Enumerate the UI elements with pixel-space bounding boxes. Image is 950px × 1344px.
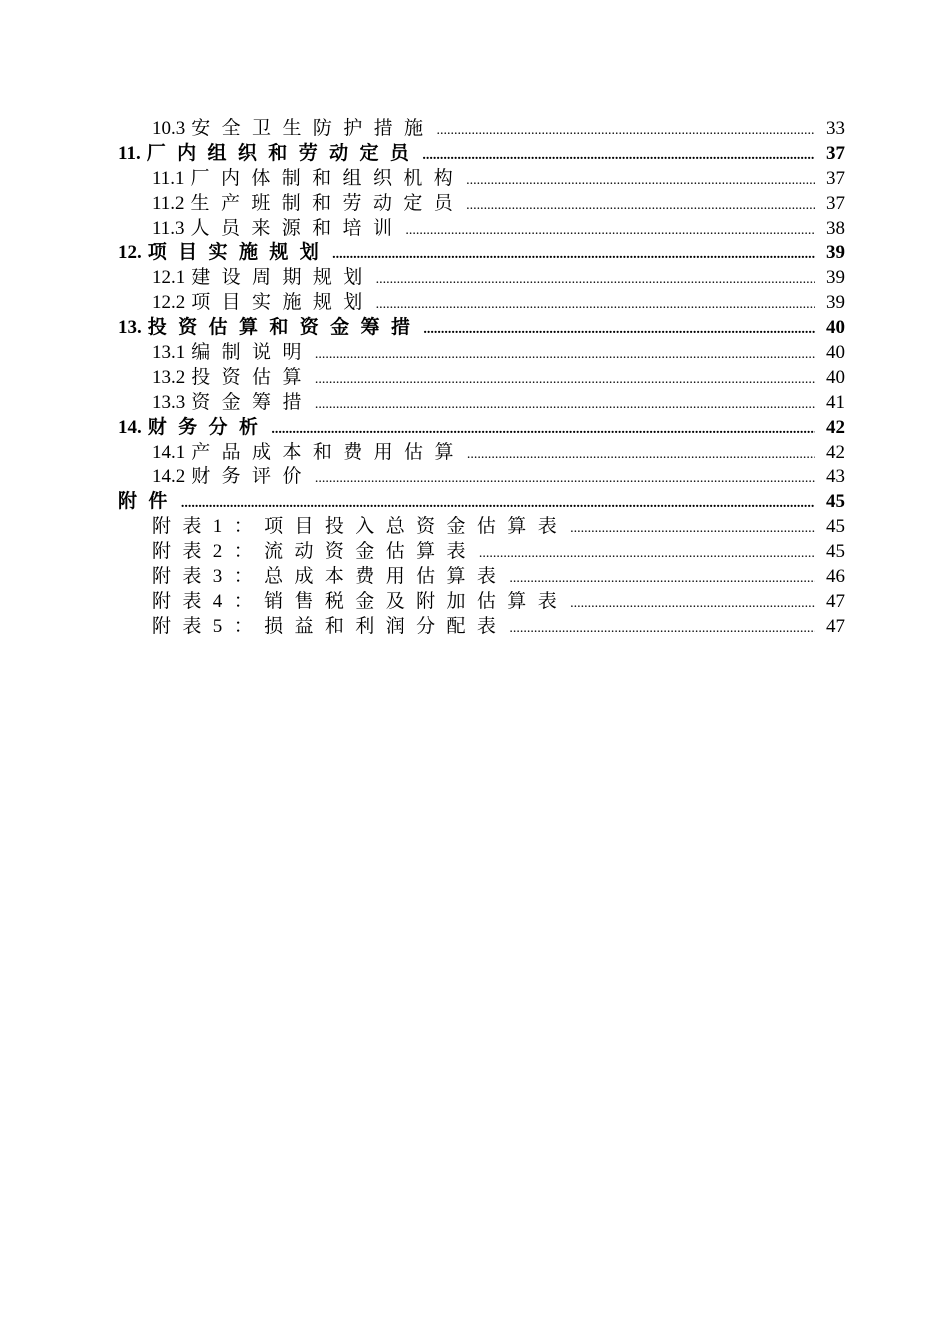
toc-entry-page-number: 33 [826,118,845,139]
toc-entry-page-number: 41 [826,391,845,413]
toc-entry-number: 11.3 [152,217,185,239]
toc-entry-page-number: 40 [826,317,845,339]
toc-entry-title: 附件 [118,491,179,513]
toc-entry-title: 编制说明 [191,342,313,364]
toc-section-entry[interactable] [118,490,845,515]
toc-section-entry[interactable] [118,142,845,167]
toc-subsection-entry[interactable] [118,391,845,416]
toc-subsection-entry[interactable] [118,615,845,640]
toc-entry-number: 13.3 [152,391,186,413]
toc-entry-title: 附表1：项目投入总资金估算表 [152,516,569,538]
toc-dot-leader [466,169,815,194]
toc-entry-number: 13.2 [152,366,186,388]
toc-dot-leader [315,368,815,393]
toc-entry-page-number: 47 [826,615,845,637]
toc-subsection-entry[interactable] [118,217,845,242]
toc-dot-leader [332,243,815,268]
toc-entry-title: 财务分析 [147,416,270,438]
toc-dot-leader [509,617,815,642]
toc-subsection-entry[interactable] [118,590,845,615]
toc-entry-title: 投资估算 [191,366,313,388]
toc-section-entry[interactable] [118,241,845,266]
toc-entry-number: 12. [118,242,142,264]
toc-entry-page-number: 45 [826,516,845,538]
toc-subsection-entry[interactable] [118,515,845,540]
toc-subsection-entry[interactable] [118,366,845,391]
toc-dot-leader [422,144,815,169]
toc-dot-leader [436,119,815,144]
toc-entry-page-number: 45 [826,541,845,563]
toc-entry-title: 产品成本和费用估算 [191,441,465,463]
toc-subsection-entry[interactable] [118,117,845,142]
toc-entry-title: 生产班制和劳动定员 [190,192,465,214]
toc-dot-leader [570,517,815,542]
toc-entry-page-number: 37 [826,142,845,164]
toc-entry-page-number: 47 [826,590,845,612]
toc-entry-title: 投资估算和资金筹措 [147,317,422,339]
toc-entry-title: 附表4：销售税金及附加估算表 [152,590,569,612]
table-of-contents [118,117,845,640]
toc-dot-leader [466,194,815,219]
toc-entry-page-number: 39 [826,267,845,289]
toc-entry-page-number: 42 [826,441,845,463]
toc-dot-leader [467,443,815,468]
toc-entry-page-number: 39 [826,292,845,314]
toc-entry-page-number: 43 [826,466,845,488]
toc-dot-leader [315,467,815,492]
toc-dot-leader [315,393,815,418]
toc-entry-number: 12.1 [152,267,186,289]
toc-subsection-entry[interactable] [118,167,845,192]
toc-dot-leader [423,318,815,343]
toc-section-entry[interactable] [118,416,845,441]
toc-dot-leader [479,542,815,567]
toc-entry-number: 12.2 [152,292,186,314]
toc-entry-title: 附表3：总成本费用估算表 [152,566,508,588]
toc-entry-title: 人员来源和培训 [190,217,404,239]
toc-dot-leader [376,268,815,293]
toc-entry-page-number: 40 [826,366,845,388]
toc-entry-title: 厂内体制和组织机构 [190,167,465,189]
toc-dot-leader [181,492,815,517]
toc-subsection-entry[interactable] [118,266,845,291]
toc-entry-title: 厂内组织和劳动定员 [146,142,421,164]
toc-entry-number: 14.1 [152,441,186,463]
toc-dot-leader [271,418,815,443]
toc-entry-page-number: 37 [826,192,845,214]
toc-dot-leader [315,343,815,368]
toc-subsection-entry[interactable] [118,465,845,490]
toc-dot-leader [376,293,815,318]
toc-entry-title: 附表2：流动资金估算表 [152,541,477,563]
toc-entry-page-number: 40 [826,342,845,364]
toc-entry-number: 14. [118,416,142,438]
toc-entry-number: 13.1 [152,342,186,364]
toc-entry-number: 14.2 [152,466,186,488]
toc-entry-title: 项目实施规划 [147,242,331,264]
toc-entry-title: 资金筹措 [191,391,313,413]
toc-dot-leader [509,567,815,592]
toc-entry-number: 13. [118,317,142,339]
toc-entry-title: 安全卫生防护措施 [191,118,435,139]
toc-entry-page-number: 42 [826,416,845,438]
toc-entry-number: 10.3 [152,118,186,139]
toc-dot-leader [570,592,815,617]
toc-entry-title: 附表5：损益和利润分配表 [152,615,508,637]
toc-entry-page-number: 38 [826,217,845,239]
toc-entry-page-number: 45 [826,491,845,513]
toc-entry-page-number: 46 [826,566,845,588]
toc-subsection-entry[interactable] [118,291,845,316]
toc-entry-title: 项目实施规划 [191,292,374,314]
toc-subsection-entry[interactable] [118,540,845,565]
toc-subsection-entry[interactable] [118,565,845,590]
toc-entry-number: 11.2 [152,192,185,214]
toc-entry-page-number: 37 [826,167,845,189]
toc-entry-number: 11. [118,142,141,164]
toc-entry-page-number: 39 [826,242,845,264]
toc-entry-title: 建设周期规划 [191,267,374,289]
toc-section-entry[interactable] [118,316,845,341]
toc-subsection-entry[interactable] [118,441,845,466]
toc-subsection-entry[interactable] [118,192,845,217]
toc-subsection-entry[interactable] [118,341,845,366]
toc-entry-number: 11.1 [152,167,185,189]
toc-entry-title: 财务评价 [191,466,313,488]
toc-dot-leader [405,219,815,244]
